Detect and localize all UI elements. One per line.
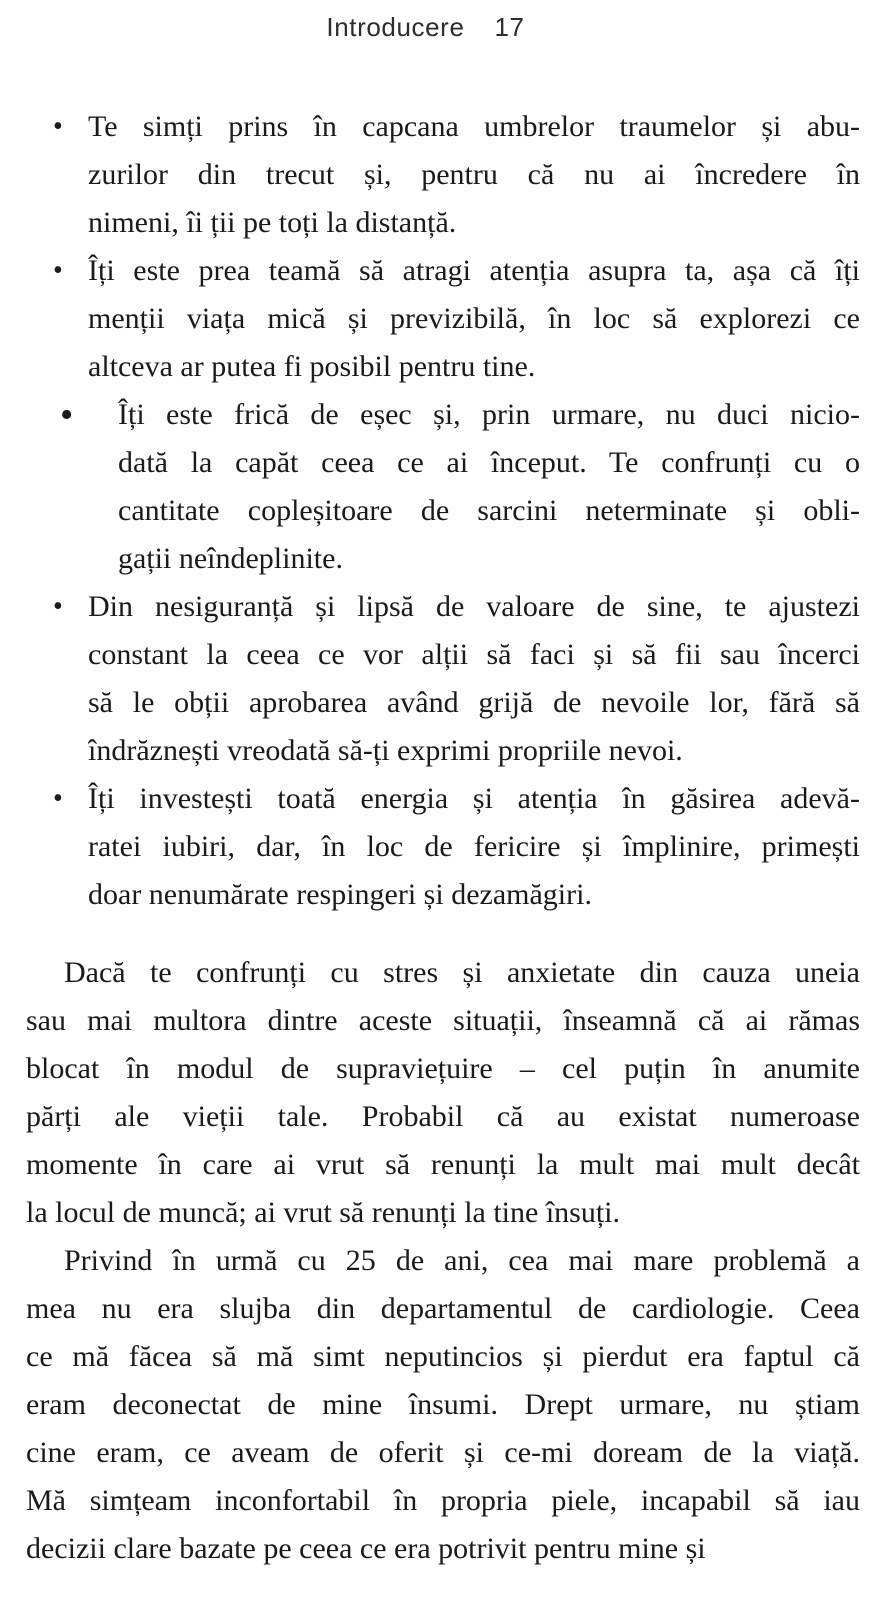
bullet-line: îndrăznești vreodată să-ți exprimi propriile nevoi. (88, 734, 683, 767)
paragraph-line: decizii clare bazate pe ceea ce era potrivit pentru mine și (26, 1532, 706, 1565)
bullet-line: Te simți prins în capcana umbrelor traumelor și abu- (88, 110, 860, 143)
chapter-title: Introducere (326, 12, 465, 42)
page-body (26, 103, 860, 1573)
bullet-icon: • (53, 783, 63, 814)
bullet-icon: • (53, 255, 63, 286)
bullet-line: Îți este prea teamă să atragi atenția asupra ta, așa că îți (88, 254, 860, 287)
page-header (0, 12, 871, 43)
bullet-line: Îți este frică de eșec și, prin urmare, nu duci nicio- (118, 398, 860, 431)
bullet-line: nimeni, îi ții pe toți la distanță. (88, 206, 457, 239)
paragraph-line: Privind în urmă cu 25 de ani, cea mai mare problemă a (64, 1244, 860, 1277)
bullet-line: zurilor din trecut și, pentru că nu ai încredere în (88, 158, 860, 191)
paragraph-line: momente în care ai vrut să renunți la mult mai mult decât (26, 1148, 860, 1181)
paragraph-section (26, 949, 860, 1573)
paragraph-line: ce mă făcea să mă simt neputincios și pierdut era faptul că (26, 1340, 860, 1373)
paragraph-line: cine eram, ce aveam de oferit și ce-mi doream de la viață. (26, 1436, 860, 1469)
paragraph-line: mea nu era slujba din departamentul de cardiologie. Ceea (26, 1292, 860, 1325)
bullet-item (26, 775, 860, 919)
paragraph-line: Mă simțeam inconfortabil în propria piele, incapabil să iau (26, 1484, 860, 1517)
bullet-line: constant la ceea ce vor alții să faci și să fii sau încerci (88, 638, 860, 671)
bullet-icon: • (53, 591, 63, 622)
bullet-icon: • (60, 394, 74, 436)
bullet-line: doar nenumărate respingeri și dezamăgiri. (88, 878, 592, 911)
bullet-item (26, 247, 860, 391)
bullet-line: Îți investești toată energia și atenția în găsirea adevă- (88, 782, 860, 815)
bullet-line: altceva ar putea fi posibil pentru tine. (88, 350, 536, 383)
bullet-line: să le obții aprobarea având grijă de nevoile lor, fără să (88, 686, 860, 719)
bullet-list (26, 103, 860, 919)
bullet-line: cantitate copleșitoare de sarcini neterminate și obli- (118, 494, 860, 527)
bullet-line: ratei iubiri, dar, în loc de fericire și împlinire, primești (88, 830, 860, 863)
paragraph-line: Dacă te confrunți cu stres și anxietate din cauza uneia (64, 956, 860, 989)
paragraph (26, 1237, 860, 1573)
paragraph (26, 949, 860, 1237)
paragraph-line: blocat în modul de supraviețuire – cel puțin în anumite (26, 1052, 860, 1085)
bullet-item (26, 583, 860, 775)
bullet-line: gații neîndeplinite. (118, 542, 343, 575)
bullet-line: dată la capăt ceea ce ai început. Te confrunți cu o (118, 446, 860, 479)
paragraph-line: eram deconectat de mine însumi. Drept urmare, nu știam (26, 1388, 860, 1421)
bullet-item (26, 103, 860, 247)
bullet-line: menții viața mică și previzibilă, în loc să explorezi ce (88, 302, 860, 335)
bullet-icon: • (53, 111, 63, 142)
paragraph-line: la locul de muncă; ai vrut să renunți la tine însuți. (26, 1196, 621, 1229)
bullet-line: Din nesiguranță și lipsă de valoare de sine, te ajustezi (88, 590, 860, 623)
bullet-item (26, 391, 860, 583)
page-number: 17 (494, 12, 525, 42)
paragraph-line: sau mai multora dintre aceste situații, înseamnă că ai rămas (26, 1004, 860, 1037)
paragraph-line: părți ale vieții tale. Probabil că au existat numeroase (26, 1100, 860, 1133)
